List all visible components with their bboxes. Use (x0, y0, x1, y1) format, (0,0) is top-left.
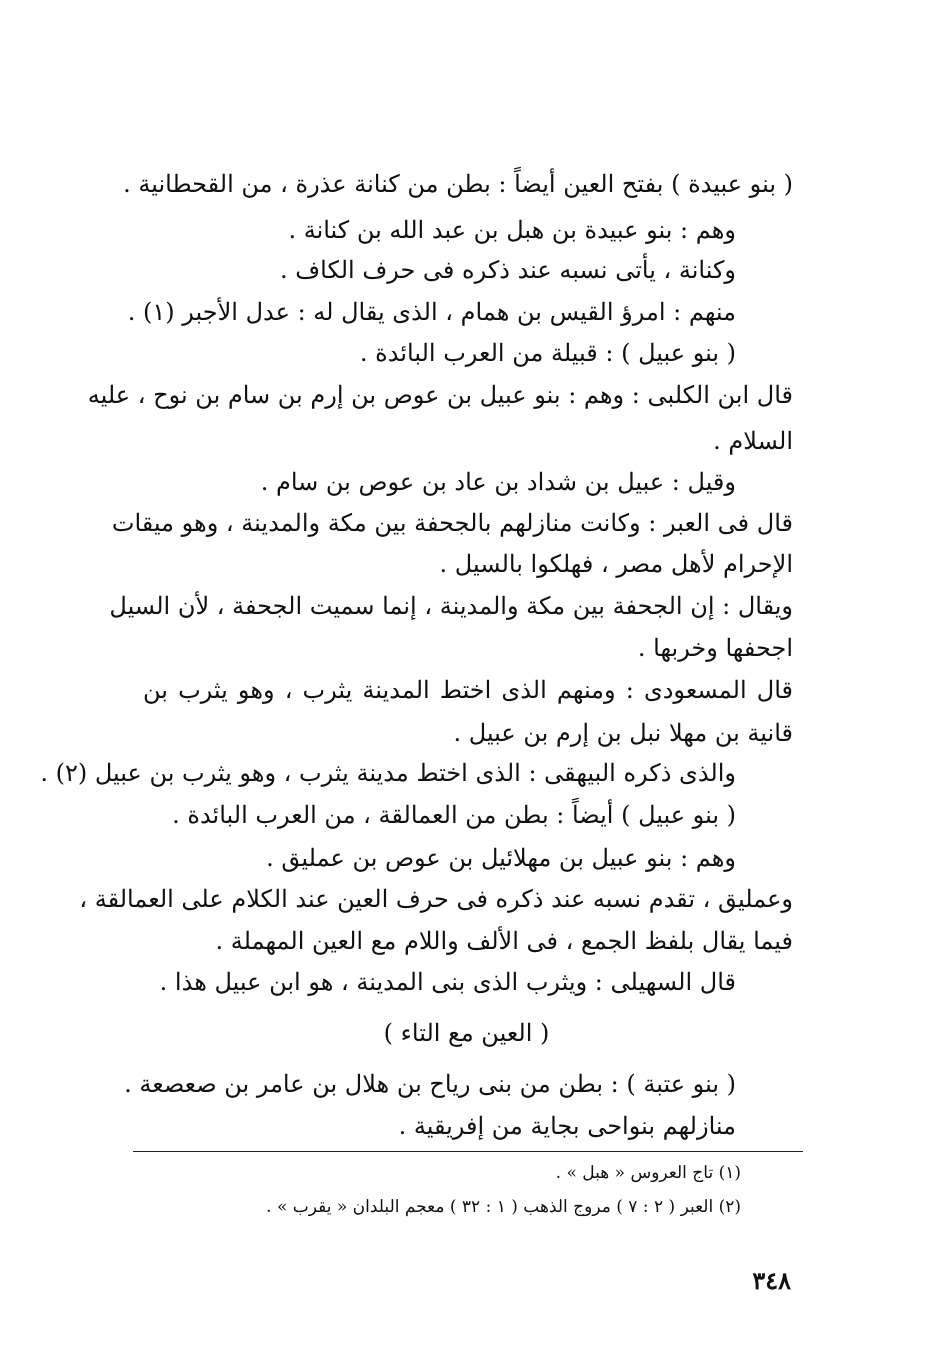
footnote: (١) تاج العروس « هبل » . (555, 1163, 741, 1183)
text-line: قال ابن الكلبى : وهم : بنو عبيل بن عوص بن إرم بن سام بن نوح ، عليه (87, 381, 793, 409)
text-line: وكنانة ، يأتى نسبه عند ذكره فى حرف الكاف . (280, 256, 736, 284)
text-line: وعمليق ، تقدم نسبه عند ذكره فى حرف العين عند الكلام على العمالقة ، (79, 885, 793, 913)
text-line: اجحفها وخربها . (637, 634, 793, 662)
text-line: ( بنو عبيل ) : قبيلة من العرب البائدة . (359, 339, 736, 367)
text-line: ( بنو عتبة ) : بطن من بنى رياح بن هلال بن عامر بن صعصعة . (124, 1070, 736, 1098)
page-number: ٣٤٨ (752, 1266, 791, 1295)
text-line: قال المسعودى : ومنهم الذى اختط المدينة يثرب ، وهو يثرب بن (143, 676, 793, 704)
text-line: ( بنو عبيل ) أيضاً : بطن من العمالقة ، من العرب البائدة . (172, 801, 736, 829)
text-line: ( بنو عبيدة ) بفتح العين أيضاً : بطن من كنانة عذرة ، من القحطانية . (123, 170, 793, 198)
text-line: منازلهم بنواحى بجاية من إفريقية . (398, 1112, 736, 1140)
text-line: وقيل : عبيل بن شداد بن عاد بن عوص بن سام . (260, 468, 736, 496)
text-line: وهم : بنو عبيل بن مهلائيل بن عوص بن عمليق . (266, 844, 736, 872)
text-line: والذى ذكره البيهقى : الذى اختط مدينة يثرب ، وهو يثرب بن عبيل (٢) . (40, 759, 736, 787)
text-line: وهم : بنو عبيدة بن هبل بن عبد الله بن كنانة . (288, 216, 736, 244)
footnote: (٢) العبر ( ٢ : ٧ ) مروج الذهب ( ١ : ٣٢ ) معجم البلدان « يقرب » . (266, 1197, 741, 1217)
footnote-separator (133, 1151, 803, 1152)
text-line: منهم : امرؤ القيس بن همام ، الذى يقال له : عدل الأجبر (١) . (127, 298, 736, 326)
text-line: الإحرام لأهل مصر ، فهلكوا بالسيل . (439, 550, 793, 578)
text-line: ويقال : إن الجحفة بين مكة والمدينة ، إنما سميت الجحفة ، لأن السيل (109, 592, 793, 620)
text-line: فيما يقال بلفظ الجمع ، فى الألف واللام مع العين المهملة . (215, 927, 793, 955)
text-line: قال السهيلى : ويثرب الذى بنى المدينة ، هو ابن عبيل هذا . (159, 968, 736, 996)
text-line: قانية بن مهلا نبل بن إرم بن عبيل . (453, 719, 793, 747)
text-line: السلام . (713, 427, 793, 455)
text-line: قال فى العبر : وكانت منازلهم بالجحفة بين مكة والمدينة ، وهو ميقات (111, 509, 793, 537)
section-heading: ( العين مع التاء ) (383, 1019, 550, 1047)
